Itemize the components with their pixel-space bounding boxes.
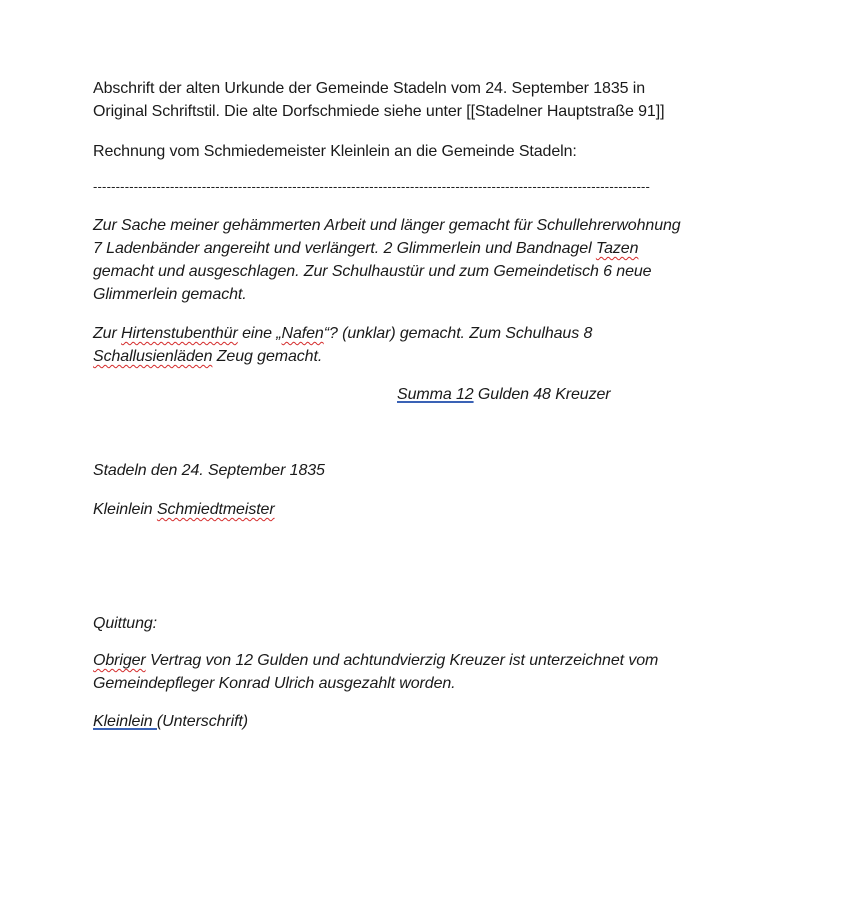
second-line-1-c: eine „ bbox=[237, 325, 282, 342]
signature-line bbox=[93, 498, 275, 521]
second-line-2 bbox=[93, 345, 592, 368]
work-line-3: gemacht und ausgeschlagen. Zur Schulhaustür und zum Gemeindetisch 6 neue bbox=[93, 263, 652, 280]
separator-line: --------------------------------------------------------------------------------------------------------------------------- bbox=[93, 179, 651, 194]
summa-amount: Gulden 48 Kreuzer bbox=[473, 386, 611, 403]
second-line-2-b: Zeug gemacht. bbox=[212, 348, 323, 365]
work-line-1: Zur Sache meiner gehämmerten Arbeit und länger gemacht für Schullehrerwohnung bbox=[93, 217, 681, 234]
closing-signature bbox=[93, 710, 248, 733]
spellcheck-word: Schmiedtmeister bbox=[156, 501, 275, 518]
spellcheck-word: Tazen bbox=[595, 240, 639, 257]
intro-line-2: Original Schriftstil. Die alte Dorfschmiede siehe unter [[Stadelner Hauptstraße 91]] bbox=[93, 103, 665, 120]
second-line-1 bbox=[93, 322, 592, 345]
date-line: Stadeln den 24. September 1835 bbox=[93, 462, 325, 479]
second-line-1-e: “? (unklar) gemacht. Zum Schulhaus 8 bbox=[323, 325, 593, 342]
spellcheck-word: Obriger bbox=[93, 652, 146, 669]
second-paragraph bbox=[93, 322, 592, 368]
quittung-line-1-b: Vertrag von 12 Gulden und achtundvierzig Kreuzer ist unterzeichnet vom bbox=[145, 652, 659, 669]
signature-name: Kleinlein bbox=[93, 501, 157, 518]
closing-name: Kleinlein ( bbox=[93, 713, 163, 730]
quittung-line-1 bbox=[93, 649, 658, 672]
spellcheck-word: Nafen bbox=[281, 325, 324, 342]
work-paragraph bbox=[93, 214, 681, 306]
work-line-4: Glimmerlein gemacht. bbox=[93, 286, 247, 303]
intro-line-1: Abschrift der alten Urkunde der Gemeinde Stadeln vom 24. September 1835 in bbox=[93, 80, 646, 97]
spellcheck-word: Hirtenstubenthür bbox=[121, 325, 238, 342]
spellcheck-word: Schallusienläden bbox=[93, 348, 213, 365]
closing-note: Unterschrift) bbox=[162, 713, 248, 730]
quittung-heading: Quittung: bbox=[93, 615, 158, 632]
summa-line bbox=[397, 383, 611, 406]
quittung-paragraph bbox=[93, 649, 658, 695]
second-line-1-a: Zur bbox=[93, 325, 122, 342]
invoice-heading: Rechnung vom Schmiedemeister Kleinlein an die Gemeinde Stadeln: bbox=[93, 143, 577, 160]
work-line-2-text: 7 Ladenbänder angereiht und verlängert. 2 Glimmerlein und Bandnagel bbox=[93, 240, 596, 257]
summa-label: Summa 12 bbox=[397, 386, 474, 403]
work-line-2 bbox=[93, 237, 681, 260]
quittung-line-2: Gemeindepfleger Konrad Ulrich ausgezahlt worden. bbox=[93, 675, 456, 692]
intro-paragraph bbox=[93, 77, 664, 123]
